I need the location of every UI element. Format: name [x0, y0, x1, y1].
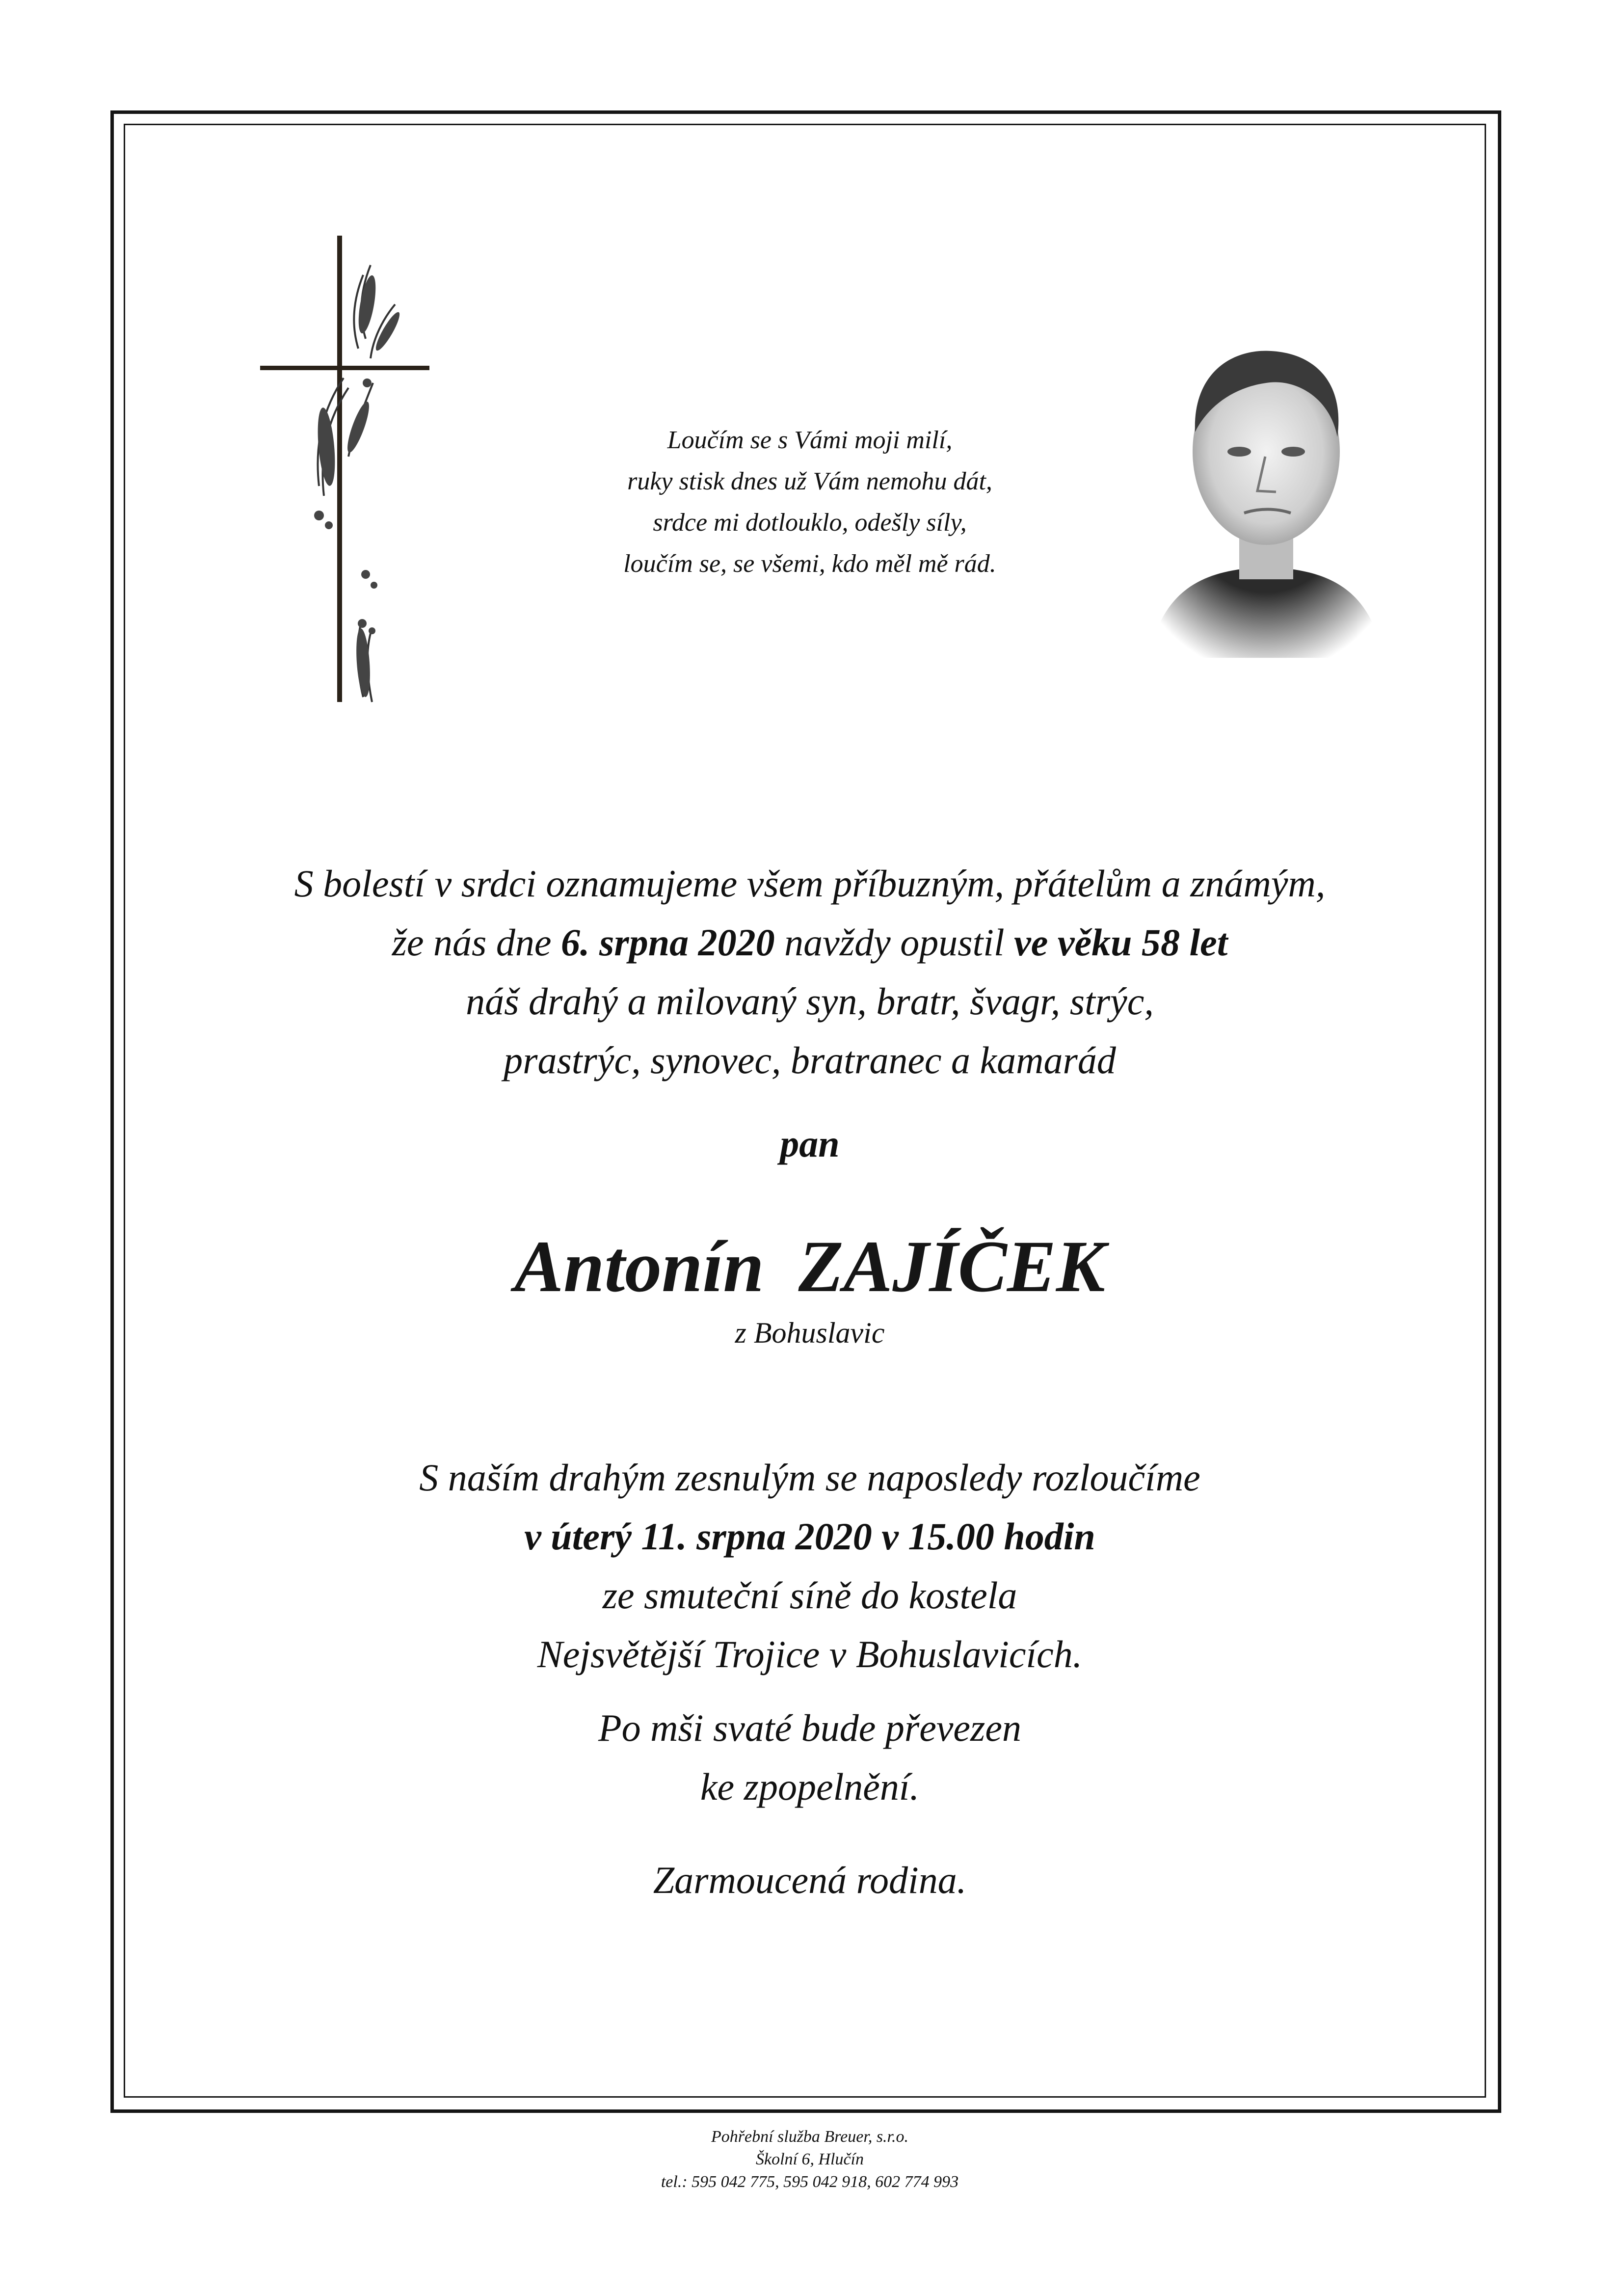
- poem-line: ruky stisk dnes už Vám nemohu dát,: [627, 467, 992, 495]
- funeral-service-footer: [564, 2126, 1055, 2193]
- funeral-line: ze smuteční síně do kostela: [602, 1574, 1017, 1617]
- deceased-portrait-photo: [1134, 314, 1399, 658]
- death-announcement: [147, 854, 1472, 1090]
- age-at-death: ve věku 58 let: [1014, 921, 1228, 964]
- deceased-name: [147, 1222, 1472, 1311]
- funeral-details: [147, 1448, 1472, 1684]
- company-address: Školní 6, Hlučín: [755, 2150, 864, 2168]
- first-name: Antonín: [514, 1226, 764, 1307]
- announcement-line: S bolestí v srdci oznamujeme všem příbuzným, přátelům a známým,: [294, 862, 1326, 905]
- place-of-origin: z Bohuslavic: [735, 1317, 885, 1349]
- company-phones: tel.: 595 042 775, 595 042 918, 602 774 993: [661, 2173, 959, 2191]
- announcement-line: prastrýc, synovec, bratranec a kamarád: [504, 1039, 1116, 1081]
- cremation-line: Po mši svaté bude převezen: [598, 1706, 1022, 1749]
- poem-line: loučím se, se všemi, kdo měl mě rád.: [623, 550, 996, 578]
- company-name: Pohřební služba Breuer, s.r.o.: [711, 2128, 909, 2146]
- family-signature: Zarmoucená rodina.: [653, 1859, 967, 1901]
- funeral-line: Nejsvětější Trojice v Bohuslavicích.: [537, 1633, 1083, 1675]
- announcement-line: náš drahý a milovaný syn, bratr, švagr, strýc,: [466, 980, 1154, 1023]
- cross-with-leaves-icon: [245, 231, 452, 712]
- date-of-death: 6. srpna 2020: [561, 921, 775, 964]
- poem-line: Loučím se s Vámi moji milí,: [667, 426, 953, 454]
- announcement-text: že nás dne: [392, 921, 561, 964]
- announcement-text: navždy opustil: [774, 921, 1014, 964]
- cremation-line: ke zpopelnění.: [700, 1765, 920, 1808]
- funeral-line: S naším drahým zesnulým se naposledy rozloučíme: [419, 1456, 1200, 1499]
- announcement-line: [147, 913, 1472, 972]
- poem-line: srdce mi dotlouklo, odešly síly,: [653, 509, 967, 537]
- funeral-date-time-text: v úterý 11. srpna 2020 v 15.00 hodin: [524, 1515, 1095, 1558]
- cremation-note: [147, 1699, 1472, 1816]
- last-name: ZAJÍČEK: [798, 1226, 1105, 1307]
- honorific-title: pan: [780, 1122, 840, 1165]
- funeral-date-time: [147, 1507, 1472, 1566]
- farewell-poem: [515, 420, 1104, 585]
